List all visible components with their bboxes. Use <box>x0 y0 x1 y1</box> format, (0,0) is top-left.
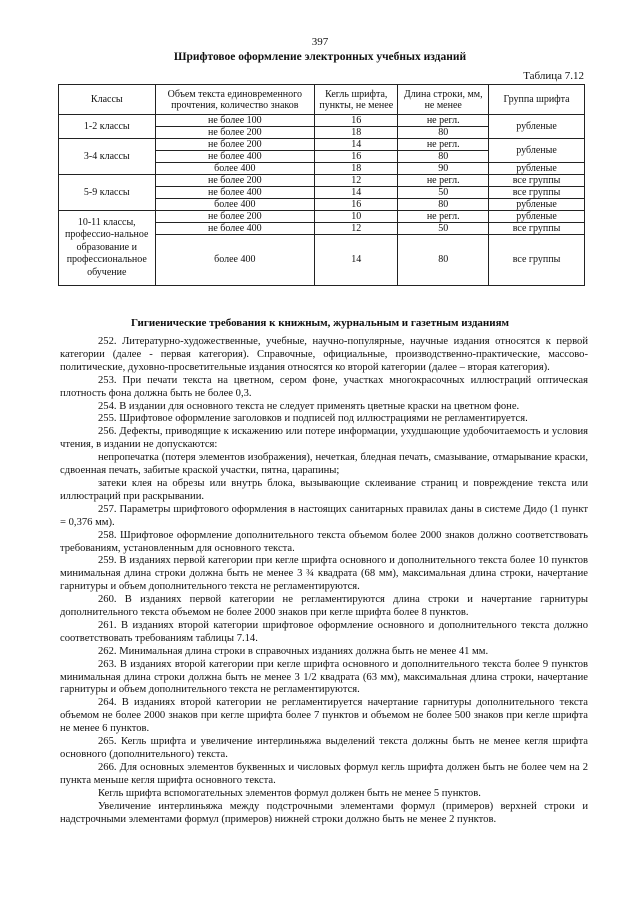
font-group-cell: все группы <box>489 223 585 235</box>
length-cell: 90 <box>398 163 489 175</box>
paragraph-266-note: Кегль шрифта вспомогательных элементов формул должен быть не менее 5 пунктов. <box>98 787 481 799</box>
paragraph-252: 252. Литературно-художественные, учебные, научно-популярные, научные издания относятся к первой категории (далее - первая категория). Справочные, официальные, производственно-практические, массово-политические, духовно-просветительные издания относятся ко второй категории (далее – вторая категория). <box>60 336 588 373</box>
font-group-cell: рубленые <box>489 115 585 139</box>
paragraph-265: 265. Кегль шрифта и увеличение интерлиньяжа выделений текста должны быть не менее кегля шрифта основного (дополнительного) текста. <box>60 736 588 760</box>
length-cell: 50 <box>398 223 489 235</box>
size-cell: 10 <box>315 211 398 223</box>
paragraph-260: 260. В изданиях первой категории не регламентируются длина строки и начертание гарнитуры дополнительного текста объемом не более 2000 знаков при кегле шрифта более 8 пунктов. <box>60 594 588 619</box>
size-cell: 18 <box>315 163 398 175</box>
header-font-size: Кегль шрифта, пункты, не менее <box>315 85 398 115</box>
paragraph-256-item-1: непропечатка (потеря элементов изображения), нечеткая, бледная печать, смазывание, отмарывание краски, сдвоенная печать, забитые краской участки, пятна, царапины; <box>60 452 588 477</box>
page-number: 397 <box>311 36 329 48</box>
volume-cell: не более 400 <box>155 187 315 199</box>
length-cell: не регл. <box>398 175 489 187</box>
font-group-cell: рубленые <box>489 139 585 163</box>
paragraph-256: 256. Дефекты, приводящие к искажению или потере информации, ухудшающие удобочитаемость и условия чтения, в издании не допускаются: <box>60 426 588 451</box>
volume-cell: не более 200 <box>155 175 315 187</box>
class-cell: 10-11 классы, профессио-нальное образование и профессиональное обучение <box>59 211 156 286</box>
font-group-cell: все группы <box>489 235 585 286</box>
size-cell: 16 <box>315 199 398 211</box>
header-classes: Классы <box>59 85 156 115</box>
page-title: Шрифтовое оформление электронных учебных изданий <box>173 51 467 63</box>
table-row <box>59 175 585 187</box>
body-text <box>60 336 588 826</box>
header-volume: Объем текста единовременного прочтения, количество знаков <box>155 85 315 115</box>
paragraph-256-item-2: затеки клея на обрезы или внутрь блока, вызывающие склеивание страниц и повреждение текста или иллюстраций при раскрывании. <box>60 477 588 502</box>
paragraph-266: 266. Для основных элементов буквенных и числовых формул кегль шрифта должен быть не более чем на 2 пункта меньше кегля шрифта основного текста. <box>60 761 588 786</box>
paragraph-257: 257. Параметры шрифтового оформления в настоящих санитарных правилах даны в системе Дидо (1 пункт = 0,376 мм). <box>60 503 588 528</box>
size-cell: 16 <box>315 115 398 127</box>
size-cell: 14 <box>315 187 398 199</box>
paragraph-254: 254. В издании для основного текста не следует применять цветные краски на цветном фоне. <box>98 400 520 412</box>
volume-cell: не более 200 <box>155 211 315 223</box>
length-cell: не регл. <box>398 115 489 127</box>
length-cell: 80 <box>398 199 489 211</box>
paragraph-264: 264. В изданиях второй категории не регламентируется начертание гарнитуры дополнительного текста объемом не более 2000 знаков при кегле шрифта более 7 пунктов и объемом не более 500 знаков при кегле шрифта не менее 6 пунктов. <box>60 697 588 735</box>
class-cell: 3-4 классы <box>59 139 156 175</box>
paragraph-261: 261. В изданиях второй категории шрифтовое оформление основного и дополнительного текста должно соответствовать требованиям таблицы 7.14. <box>60 619 588 644</box>
font-spec-table <box>58 84 585 286</box>
volume-cell: не более 100 <box>155 115 315 127</box>
class-cell: 5-9 классы <box>59 175 156 211</box>
size-cell: 18 <box>315 127 398 139</box>
volume-cell: более 400 <box>155 163 315 175</box>
volume-cell: более 400 <box>155 235 315 286</box>
paragraph-262: 262. Минимальная длина строки в справочных изданиях должна быть не менее 41 мм. <box>98 645 489 657</box>
paragraph-259: 259. В изданиях первой категории при кегле шрифта основного и дополнительного текста более 10 пунктов минимальная длина строки должна быть не менее 3 ¾ квадрата (68 мм), максимальная длина строки, начертание гарнитуры и объем дополнительного текста не регламентируются. <box>60 555 588 593</box>
font-group-cell: рубленые <box>489 211 585 223</box>
length-cell: 80 <box>398 151 489 163</box>
length-cell: 80 <box>398 127 489 139</box>
table-header-row <box>59 85 585 115</box>
paragraph-266-interline: Увеличение интерлиньяжа между подстрочными элементами формул (примеров) верхней строки и надстрочными элементами формул (примеров) нижней строки должно быть не менее 2 пунктов. <box>60 800 588 825</box>
length-cell: 80 <box>398 235 489 286</box>
length-cell: не регл. <box>398 211 489 223</box>
size-cell: 14 <box>315 139 398 151</box>
table-label: Таблица 7.12 <box>523 70 584 82</box>
paragraph-258: 258. Шрифтовое оформление дополнительного текста объемом более 2000 знаков должно соответствовать требованиям, установленным для основного текста. <box>60 529 588 554</box>
table-row <box>59 211 585 223</box>
table-row <box>59 139 585 151</box>
volume-cell: не более 200 <box>155 139 315 151</box>
volume-cell: не более 200 <box>155 127 315 139</box>
section-title: Гигиенические требования к книжным, журнальным и газетным изданиям <box>130 317 510 329</box>
paragraph-263: 263. В изданиях второй категории при кегле шрифта основного и дополнительного текста более 9 пунктов минимальная длина строки должна быть не менее 3 1/2 квадрата (63 мм), максимальная длина строки, начертание гарнитуры и объем дополнительного текста не регламентируются. <box>60 658 588 696</box>
header-font-group: Группа шрифта <box>489 85 585 115</box>
volume-cell: более 400 <box>155 199 315 211</box>
font-group-cell: все группы <box>489 187 585 199</box>
font-group-cell: рубленые <box>489 199 585 211</box>
size-cell: 14 <box>315 235 398 286</box>
length-cell: не регл. <box>398 139 489 151</box>
class-cell: 1-2 классы <box>59 115 156 139</box>
font-group-cell: все группы <box>489 175 585 187</box>
length-cell: 50 <box>398 187 489 199</box>
volume-cell: не более 400 <box>155 151 315 163</box>
size-cell: 16 <box>315 151 398 163</box>
size-cell: 12 <box>315 175 398 187</box>
header-line-length: Длина строки, мм, не менее <box>398 85 489 115</box>
volume-cell: не более 400 <box>155 223 315 235</box>
table-row <box>59 115 585 127</box>
size-cell: 12 <box>315 223 398 235</box>
paragraph-255: 255. Шрифтовое оформление заголовков и подписей под иллюстрациями не регламентируется. <box>98 413 528 425</box>
paragraph-253: 253. При печати текста на цветном, сером фоне, участках многокрасочных иллюстраций оптическая плотность фона должна быть не более 0,3. <box>60 374 588 399</box>
font-group-cell: рубленые <box>489 163 585 175</box>
